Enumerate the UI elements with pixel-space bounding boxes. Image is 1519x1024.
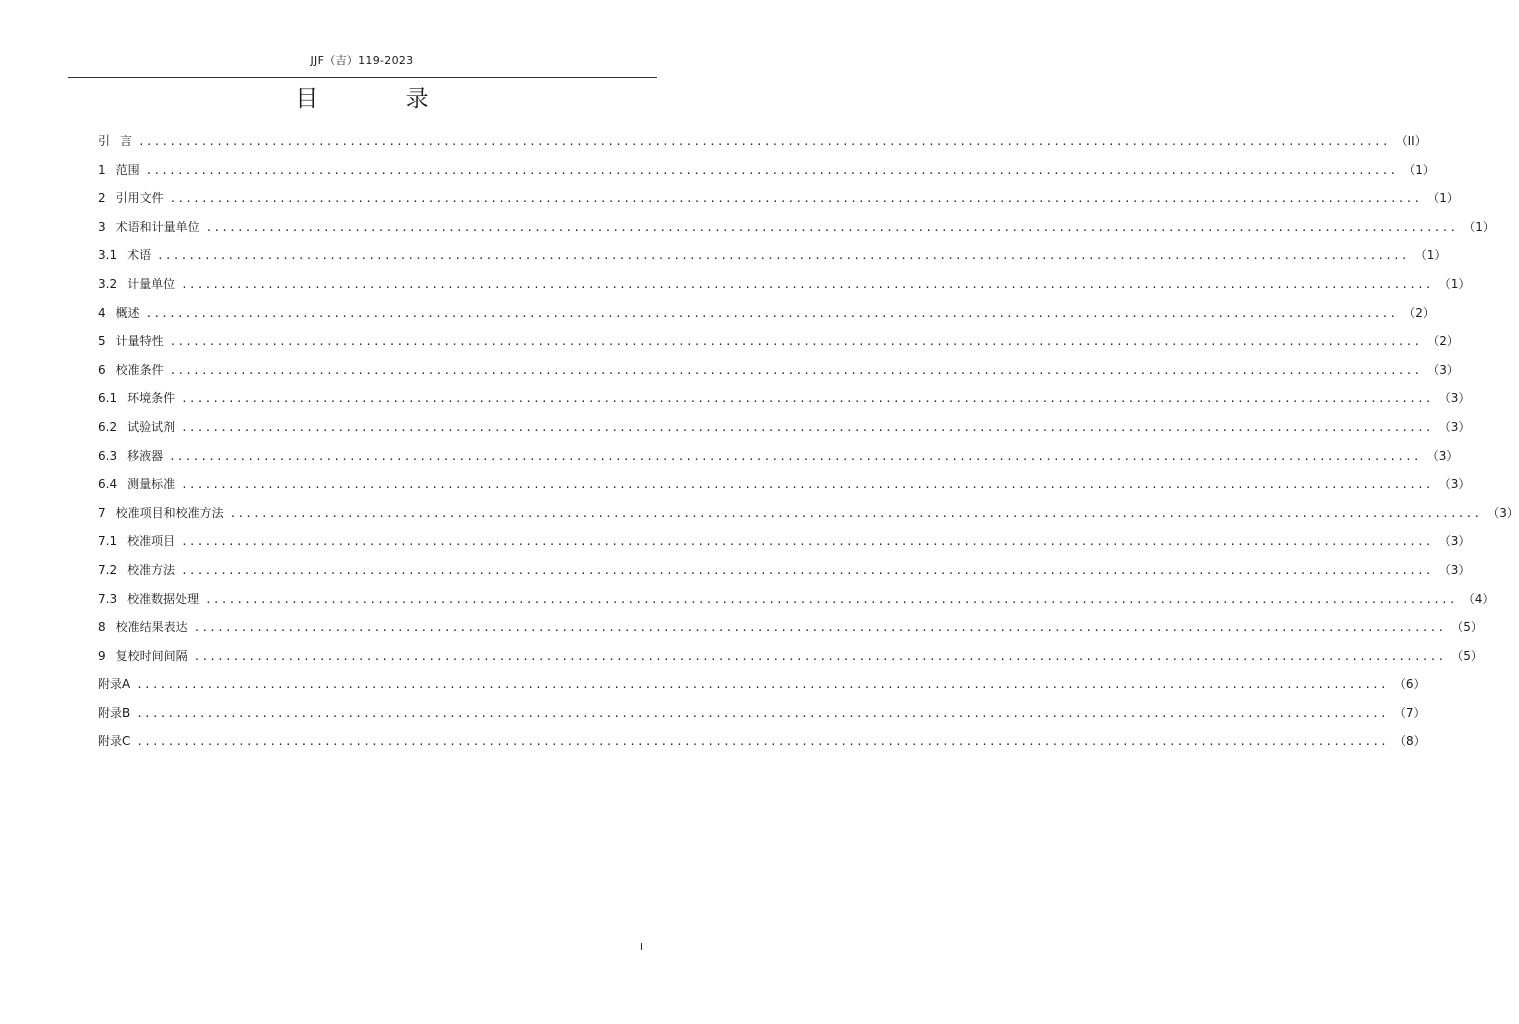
- toc-entry[interactable]: [98, 270, 1471, 299]
- dot-leader: ................................................................................................................................................................: [169, 363, 1422, 377]
- page-number: I: [640, 942, 643, 953]
- dot-leader: ................................................................................................................................................................: [136, 706, 1388, 720]
- dot-leader: ................................................................................................................................................................: [169, 449, 1421, 463]
- toc-entry-page: （2）: [1427, 334, 1459, 349]
- toc-entry-label: 范围: [115, 162, 140, 177]
- toc-entry-label: 术语和计量单位: [115, 219, 200, 234]
- toc-entry-page: （1）: [1438, 276, 1471, 291]
- toc-entry[interactable]: [98, 384, 1471, 413]
- toc-entry-page: （3）: [1438, 419, 1471, 434]
- toc-entry-page: （1）: [1463, 219, 1495, 234]
- toc-entry-number: 6.4: [98, 477, 118, 492]
- toc-entry-label: 测量标准: [127, 477, 176, 492]
- dot-leader: ................................................................................................................................................................: [136, 735, 1388, 749]
- toc-entry-page: （3）: [1427, 362, 1459, 377]
- toc-entry[interactable]: [98, 213, 1495, 242]
- toc-entry-number: 7.2: [98, 562, 118, 577]
- toc-entry-number: 3.1: [98, 248, 118, 263]
- toc-entry[interactable]: [98, 670, 1426, 699]
- toc-entry-number: 3.2: [98, 276, 118, 291]
- toc-entry-number: 4: [98, 305, 106, 320]
- toc-entry[interactable]: [98, 613, 1483, 642]
- toc-entry-label: 校准条件: [115, 362, 164, 377]
- toc-entry-page: （II）: [1395, 134, 1427, 148]
- toc-entry-number: 3: [98, 219, 106, 234]
- toc-entry-number: 7: [98, 505, 106, 520]
- dot-leader: ................................................................................................................................................................: [181, 420, 1433, 434]
- page-header: [0, 52, 724, 68]
- toc-entry-label: 附录C: [98, 734, 131, 749]
- toc-entry[interactable]: [98, 699, 1426, 728]
- toc-entry-label: 引用文件: [115, 191, 164, 206]
- toc-entry[interactable]: [98, 413, 1471, 442]
- toc-entry-label: 环境条件: [127, 391, 176, 406]
- dot-leader: ................................................................................................................................................................: [136, 678, 1388, 692]
- dot-leader: ................................................................................................................................................................: [138, 135, 1390, 148]
- toc-entry-number: 1: [98, 162, 106, 177]
- dot-leader: ................................................................................................................................................................: [181, 392, 1433, 406]
- toc-entry-page: （5）: [1451, 648, 1483, 663]
- dot-leader: ................................................................................................................................................................: [181, 478, 1433, 492]
- toc-entry-number: 7.3: [98, 591, 118, 606]
- toc-entry-number: 5: [98, 334, 106, 349]
- toc-entry-page: （3）: [1438, 534, 1471, 549]
- toc-entry-page: （1）: [1427, 191, 1459, 206]
- toc-entry-page: （3）: [1426, 448, 1459, 463]
- toc-entry-page: （3）: [1438, 562, 1471, 577]
- toc-entry-label: 移液器: [127, 448, 164, 463]
- toc-entry[interactable]: [98, 727, 1426, 756]
- toc-entry-page: （1）: [1403, 162, 1435, 177]
- toc-entry[interactable]: [98, 442, 1459, 471]
- toc-entry-label: 计量单位: [127, 276, 176, 291]
- toc-entry-number: 6.1: [98, 391, 118, 406]
- toc-entry[interactable]: [98, 241, 1447, 270]
- toc-entry-label: 附录A: [98, 677, 131, 692]
- dot-leader: ................................................................................................................................................................: [169, 192, 1422, 206]
- dot-leader: ................................................................................................................................................................: [181, 535, 1433, 549]
- toc-entry-page: （8）: [1394, 734, 1426, 749]
- toc-entry-label: 校准方法: [127, 562, 176, 577]
- toc-title: 目 录: [295, 86, 469, 112]
- toc-entry[interactable]: [98, 470, 1471, 499]
- toc-entry-label: 校准项目和校准方法: [115, 505, 224, 520]
- toc-entry[interactable]: [98, 527, 1471, 556]
- toc-entry[interactable]: [98, 184, 1459, 213]
- toc-entry-page: （2）: [1403, 305, 1435, 320]
- dot-leader: ................................................................................................................................................................: [205, 592, 1457, 606]
- dot-leader: ................................................................................................................................................................: [205, 220, 1458, 234]
- toc-entry[interactable]: [98, 299, 1435, 328]
- toc-entry-number: 6.3: [98, 448, 118, 463]
- dot-leader: ................................................................................................................................................................: [193, 649, 1446, 663]
- toc-entry-page: （6）: [1393, 677, 1426, 692]
- document-code: JJF（吉）119-2023: [310, 54, 414, 67]
- toc-entry-page: （3）: [1438, 477, 1471, 492]
- toc-entry-number: 7.1: [98, 534, 118, 549]
- toc-entry-label: 概述: [115, 305, 140, 320]
- toc-entry-page: （4）: [1462, 591, 1495, 606]
- toc-entry-number: 引: [98, 134, 111, 148]
- dot-leader: ................................................................................................................................................................: [157, 249, 1409, 263]
- toc-entry-label: 校准结果表达: [115, 620, 188, 635]
- toc-entry-label: 校准项目: [127, 534, 176, 549]
- toc-entry-label: 附录B: [98, 705, 131, 720]
- toc-entry[interactable]: [98, 127, 1427, 156]
- toc-entry-page: （7）: [1393, 705, 1426, 720]
- toc-entry[interactable]: [98, 156, 1435, 185]
- dot-leader: ................................................................................................................................................................: [229, 506, 1482, 520]
- toc-entry[interactable]: [98, 356, 1459, 385]
- dot-leader: ................................................................................................................................................................: [181, 563, 1433, 577]
- dot-leader: ................................................................................................................................................................: [145, 163, 1398, 177]
- toc-entry[interactable]: [98, 556, 1471, 585]
- dot-leader: ................................................................................................................................................................: [169, 335, 1422, 349]
- toc-entry[interactable]: [98, 499, 1519, 528]
- toc-entry[interactable]: [98, 327, 1459, 356]
- toc-entry[interactable]: [98, 642, 1483, 671]
- toc-entry-number: 9: [98, 648, 106, 663]
- toc-entry-label: 试验试剂: [127, 419, 176, 434]
- toc-entry-label: 术语: [127, 248, 152, 263]
- header-rule: [68, 77, 657, 78]
- toc-entry-page: （5）: [1451, 620, 1483, 635]
- toc-entry-number: 6.2: [98, 419, 118, 434]
- toc-entry-label: 校准数据处理: [127, 591, 200, 606]
- toc-entry-page: （3）: [1487, 505, 1519, 520]
- dot-leader: ................................................................................................................................................................: [145, 306, 1398, 320]
- toc-entry-number: 6: [98, 362, 106, 377]
- toc-entry[interactable]: [98, 585, 1495, 614]
- table-of-contents: [98, 127, 1519, 756]
- dot-leader: ................................................................................................................................................................: [181, 277, 1433, 291]
- toc-entry-label: 计量特性: [115, 334, 164, 349]
- toc-entry-number: 8: [98, 620, 106, 635]
- toc-entry-label: 复校时间间隔: [115, 648, 188, 663]
- toc-entry-page: （3）: [1438, 391, 1471, 406]
- toc-entry-number: 2: [98, 191, 106, 206]
- dot-leader: ................................................................................................................................................................: [193, 621, 1446, 635]
- toc-entry-label: 言: [120, 134, 133, 148]
- toc-entry-page: （1）: [1414, 248, 1447, 263]
